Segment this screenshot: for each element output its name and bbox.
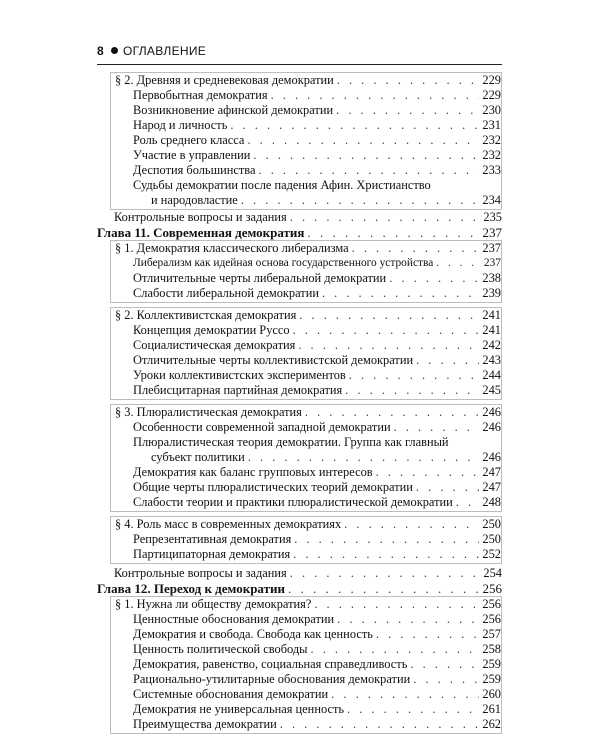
toc-entry-page: 234 xyxy=(482,193,501,207)
toc-entry-label: и народовластие xyxy=(151,193,238,207)
toc-entry-questions[interactable] xyxy=(97,210,502,225)
toc-entry-page: 247 xyxy=(482,465,501,479)
header-title: ОГЛАВЛЕНИЕ xyxy=(123,44,207,58)
toc-entry-label: § 2. Коллективистская демократия xyxy=(115,308,297,322)
toc-entry-page: 233 xyxy=(482,163,501,177)
toc-entry-label: Плебисцитарная партийная демократия xyxy=(133,383,343,397)
toc-entry-page: 229 xyxy=(482,73,501,87)
toc-entry-page: 246 xyxy=(482,450,501,464)
toc-entry-section[interactable] xyxy=(111,241,501,256)
toc-entry-label: Демократия, равенство, социальная справедливость xyxy=(133,657,408,671)
toc-entry-subsection[interactable] xyxy=(111,163,501,178)
header-bullet-icon xyxy=(111,47,118,54)
toc-entry-subsection[interactable] xyxy=(111,271,501,286)
toc-entry-chapter[interactable] xyxy=(97,225,502,240)
toc-entry-page: 230 xyxy=(482,103,501,117)
toc-entry-page: 256 xyxy=(482,581,502,596)
toc-entry-subsection[interactable] xyxy=(111,103,501,118)
toc-entry-label: Концепция демократии Руссо xyxy=(133,323,290,337)
toc-entry-subsection[interactable] xyxy=(111,642,501,657)
toc-entry-subsection[interactable] xyxy=(111,480,501,495)
toc-entry-section[interactable] xyxy=(111,73,501,88)
toc-entry-label-line1: Плюралистическая теория демократии. Группа как главный xyxy=(133,435,449,449)
toc-entry-label: Социалистическая демократия xyxy=(133,338,296,352)
toc-entry-subsection[interactable] xyxy=(111,353,501,368)
toc-entry-page: 237 xyxy=(482,241,501,255)
toc-entry-subsection[interactable] xyxy=(111,612,501,627)
toc-entry-label: Репрезентативная демократия xyxy=(133,532,292,546)
toc-entry-page: 250 xyxy=(482,517,501,531)
toc-entry-subsection[interactable] xyxy=(111,465,501,480)
toc-entry-subsection[interactable] xyxy=(111,286,501,301)
toc-entry-subsection[interactable] xyxy=(111,118,501,133)
toc-entry-subsection[interactable] xyxy=(111,450,501,465)
toc-entry-subsection[interactable] xyxy=(111,193,501,208)
toc-entry-subsection[interactable] xyxy=(111,256,501,271)
section-box-need xyxy=(110,596,502,734)
toc-entry-subsection[interactable] xyxy=(111,420,501,435)
toc-entry-subsection[interactable] xyxy=(111,323,501,338)
toc-entry-label: Демократия и свобода. Свобода как ценность xyxy=(133,627,373,641)
toc-entry-page: 243 xyxy=(482,353,501,367)
toc-entry-label: Демократия как баланс групповых интересов xyxy=(133,465,373,479)
toc-entry-label: Демократия не универсальная ценность xyxy=(133,702,345,716)
toc-entry-subsection[interactable] xyxy=(111,368,501,383)
toc-entry-subsection[interactable] xyxy=(111,547,501,562)
toc-entry-label: Участие в управлении xyxy=(133,148,251,162)
toc-entry-page: 242 xyxy=(482,338,501,352)
toc-entry-label: § 2. Древняя и средневековая демократии xyxy=(115,73,334,87)
toc-entry-label: Контрольные вопросы и задания xyxy=(114,210,287,224)
toc-entry-page: 257 xyxy=(482,627,501,641)
toc-entry-page: 256 xyxy=(482,597,501,611)
toc-entry-label: Отличительные черты коллективистской демократии xyxy=(133,353,414,367)
section-box-pluralist xyxy=(110,404,502,512)
toc-entry-page: 252 xyxy=(482,547,501,561)
toc-entry-page: 237 xyxy=(483,257,501,269)
toc-entry-label: Либерализм как идейная основа государственного устройства xyxy=(133,257,434,269)
toc-entry-page: 259 xyxy=(482,672,501,686)
toc-entry-page: 235 xyxy=(483,210,502,224)
toc-entry-subsection[interactable] xyxy=(111,672,501,687)
toc-entry-page: 246 xyxy=(482,405,501,419)
toc-entry-label: Роль среднего класса xyxy=(133,133,245,147)
toc-entry-label: Общие черты плюралистических теорий демократии xyxy=(133,480,413,494)
section-box-collective xyxy=(110,307,502,400)
toc-entry-subsection[interactable] xyxy=(111,495,501,510)
running-header xyxy=(97,42,502,65)
toc-entry-label: Особенности современной западной демократии xyxy=(133,420,391,434)
toc-entry-page: 259 xyxy=(482,657,501,671)
section-box-ancient xyxy=(110,72,502,210)
toc-entry-label: субъект политики xyxy=(151,450,245,464)
toc-entry-subsection[interactable] xyxy=(111,338,501,353)
toc-entry-subsection[interactable] xyxy=(111,687,501,702)
toc-entry-page: 229 xyxy=(482,88,501,102)
toc-entry-label: Партиципаторная демократия xyxy=(133,547,291,561)
toc-entry-page: 237 xyxy=(482,225,502,240)
toc-entry-label: Деспотия большинства xyxy=(133,163,256,177)
toc-entry-subsection[interactable] xyxy=(111,702,501,717)
toc-entry-label: Ценностные обоснования демократии xyxy=(133,612,335,626)
toc-entry-page: 241 xyxy=(482,308,501,322)
toc-entry-label: Преимущества демократии xyxy=(133,717,277,731)
toc-entry-page: 245 xyxy=(482,383,501,397)
toc-entry-label: Отличительные черты либеральной демократии xyxy=(133,271,387,285)
toc-entry-page: 239 xyxy=(482,286,501,300)
toc-entry-label: Системные обоснования демократии xyxy=(133,687,329,701)
toc-entry-label: Контрольные вопросы и задания xyxy=(114,566,287,580)
toc-entry-page: 260 xyxy=(482,687,501,701)
toc-entry-label: Ценность политической свободы xyxy=(133,642,308,656)
toc-entry-questions[interactable] xyxy=(97,566,502,581)
toc-entry-label: Возникновение афинской демократии xyxy=(133,103,334,117)
toc-entry-page: 247 xyxy=(482,480,501,494)
toc-entry-page: 231 xyxy=(482,118,501,132)
toc-entry-page: 248 xyxy=(482,495,501,509)
toc-entry-chapter[interactable] xyxy=(97,581,502,596)
toc-entry-page: 261 xyxy=(482,702,501,716)
toc-entry-page: 258 xyxy=(482,642,501,656)
toc-entry-label: Слабости теории и практики плюралистической демократии xyxy=(133,495,453,509)
toc-entry-page: 254 xyxy=(483,566,502,580)
toc-entry-page: 256 xyxy=(482,612,501,626)
toc-entry-section[interactable] xyxy=(111,405,501,420)
toc-entry-label: Народ и личность xyxy=(133,118,228,132)
toc-entry-section[interactable] xyxy=(111,597,501,612)
toc-entry-page: 262 xyxy=(482,717,501,731)
toc-entry-label: § 1. Нужна ли обществу демократия? xyxy=(115,597,312,611)
toc-entry-page: 241 xyxy=(482,323,501,337)
toc-entry-subsection[interactable] xyxy=(111,532,501,547)
toc-entry-page: 250 xyxy=(482,532,501,546)
toc-entry-page: 244 xyxy=(482,368,501,382)
header-page-number: 8 xyxy=(97,44,104,58)
section-box-classic xyxy=(110,240,502,303)
toc-entry-label: § 1. Демократия классического либерализма xyxy=(115,241,349,255)
toc-entry-subsection[interactable] xyxy=(111,717,501,732)
toc-entry-label: Первобытная демократия xyxy=(133,88,268,102)
toc-entry-subsection[interactable] xyxy=(111,88,501,103)
toc-entry-label: Глава 12. Переход к демократии xyxy=(97,581,285,596)
toc-entry-page: 232 xyxy=(482,133,501,147)
toc-entry-subsection[interactable] xyxy=(111,627,501,642)
toc-entry-page: 232 xyxy=(482,148,501,162)
toc-entry-label: Слабости либеральной демократии xyxy=(133,286,319,300)
toc-entry-section[interactable] xyxy=(111,308,501,323)
toc-entry-label: § 3. Плюралистическая демократия xyxy=(115,405,302,419)
toc-entry-label: Уроки коллективистских экспериментов xyxy=(133,368,346,382)
toc-entry-subsection[interactable] xyxy=(111,383,501,398)
toc-entry-section[interactable] xyxy=(111,517,501,532)
table-of-contents xyxy=(97,72,502,734)
toc-entry-label-line1: Судьбы демократии после падения Афин. Христианство xyxy=(133,178,431,192)
toc-entry-subsection[interactable] xyxy=(111,133,501,148)
toc-entry-label: Глава 11. Современная демократия xyxy=(97,225,305,240)
toc-entry-page: 238 xyxy=(482,271,501,285)
toc-entry-subsection[interactable] xyxy=(111,657,501,672)
toc-entry-label: § 4. Роль масс в современных демократиях xyxy=(115,517,342,531)
toc-entry-subsection[interactable] xyxy=(111,148,501,163)
section-box-masses xyxy=(110,516,502,564)
toc-entry-label: Рационально-утилитарные обоснования демократии xyxy=(133,672,411,686)
toc-entry-page: 246 xyxy=(482,420,501,434)
